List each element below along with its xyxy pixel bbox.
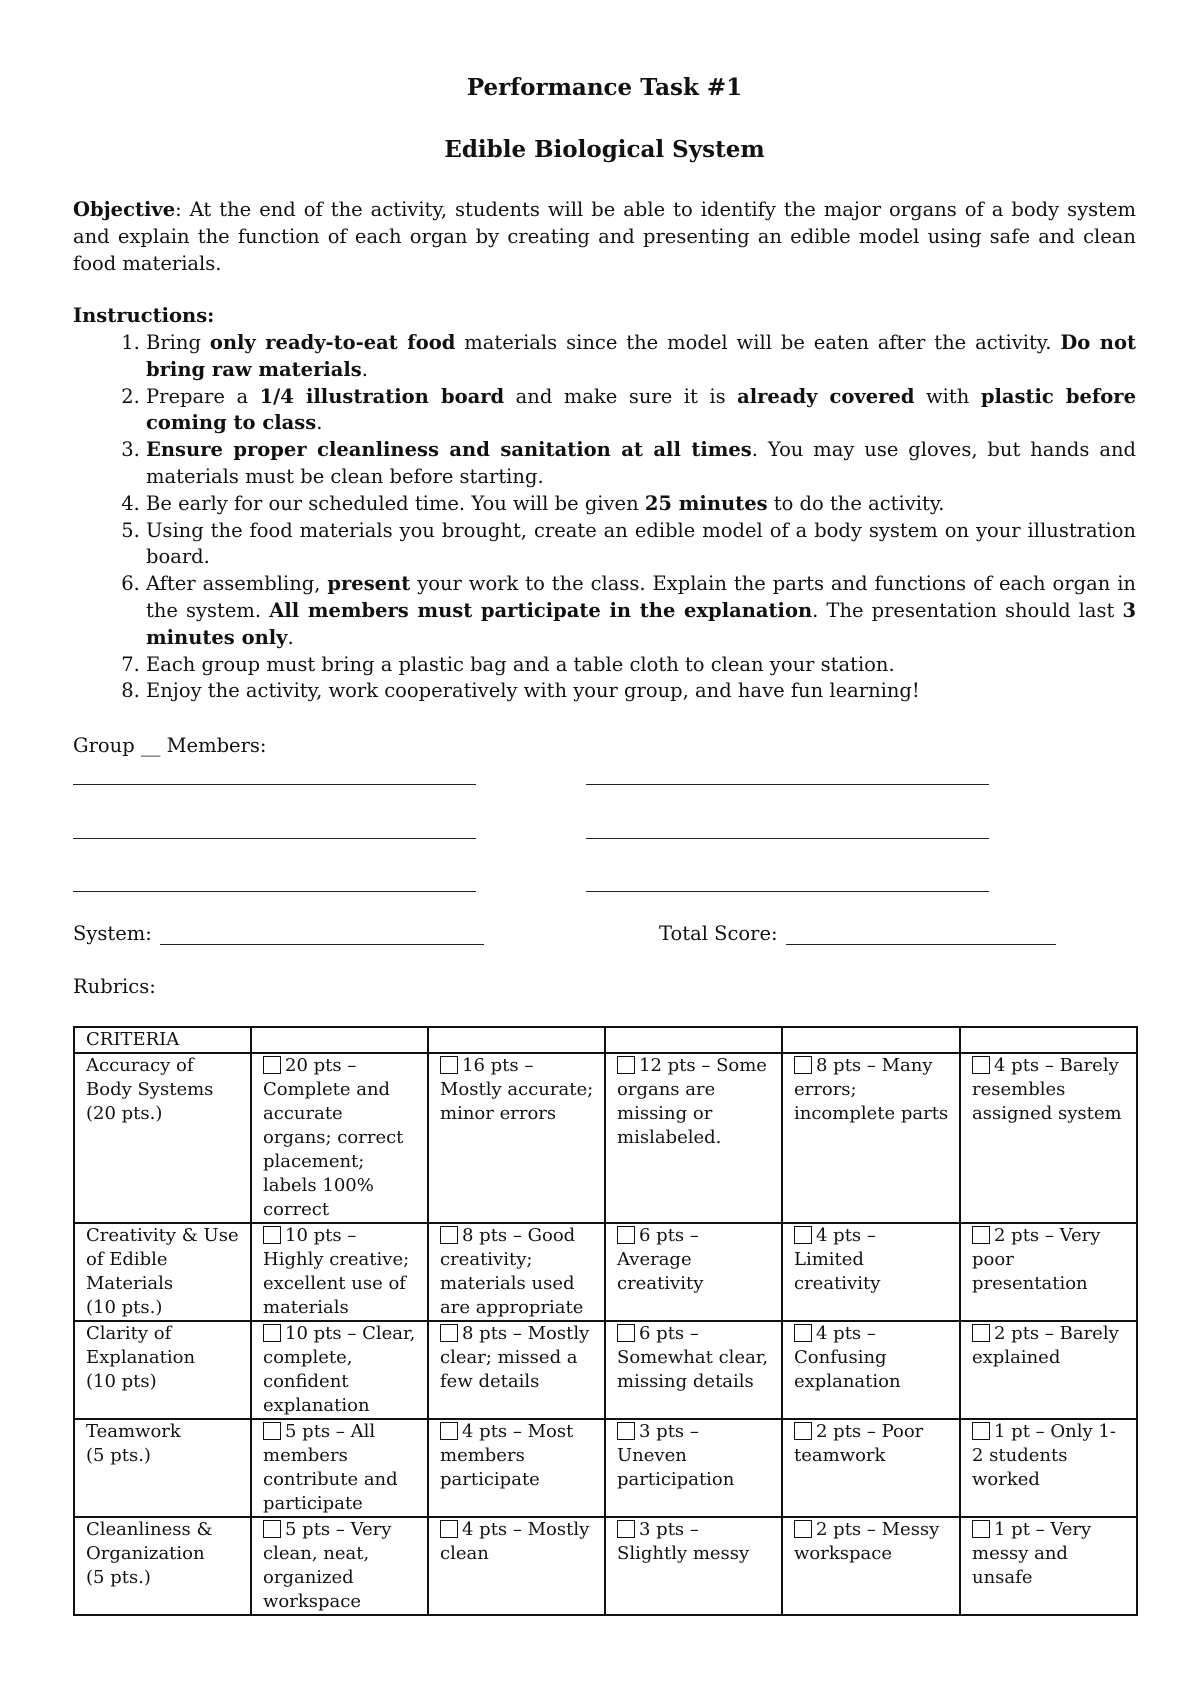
- score-checkbox[interactable]: [263, 1056, 281, 1074]
- score-checkbox[interactable]: [972, 1226, 990, 1244]
- score-level-text: 4 pts – Most members participate: [440, 1421, 574, 1490]
- instruction-text: with: [914, 384, 981, 408]
- instruction-text: .: [287, 625, 294, 649]
- objective-label: Objective: [73, 198, 176, 221]
- score-checkbox[interactable]: [617, 1226, 635, 1244]
- score-checkbox[interactable]: [794, 1422, 812, 1440]
- score-level-cell: [251, 1321, 428, 1419]
- score-level-text: 4 pts – Limited creativity: [794, 1225, 881, 1294]
- score-level-cell: [782, 1321, 960, 1419]
- score-level-cell: [782, 1419, 960, 1517]
- instruction-text: Bring: [146, 331, 210, 354]
- score-checkbox[interactable]: [263, 1422, 281, 1440]
- score-checkbox[interactable]: [617, 1324, 635, 1342]
- score-checkbox[interactable]: [972, 1422, 990, 1440]
- score-checkbox[interactable]: [440, 1226, 458, 1244]
- rubric-header-cell: [428, 1027, 605, 1053]
- score-level-text: 4 pts – Confusing explanation: [794, 1323, 901, 1392]
- score-level-cell: [960, 1517, 1137, 1615]
- score-level-text: 10 pts – Clear, complete, confident explanation: [263, 1323, 416, 1416]
- score-level-cell: [960, 1419, 1137, 1517]
- score-level-cell: [605, 1053, 782, 1223]
- instruction-bold-text: plastic before coming to class: [146, 384, 1136, 435]
- instruction-bold-text: All members must participate in the explanation: [269, 598, 813, 622]
- instruction-item: [146, 491, 1136, 518]
- rubric-row: [74, 1223, 1137, 1321]
- score-level-cell: [428, 1223, 605, 1321]
- criterion-line: (5 pts.): [86, 1445, 151, 1466]
- criterion-line: Materials: [86, 1273, 174, 1294]
- score-level-cell: [605, 1517, 782, 1615]
- score-level-text: 4 pts – Barely resembles assigned system: [972, 1055, 1122, 1124]
- score-checkbox[interactable]: [617, 1520, 635, 1538]
- criterion-line: Cleanliness &: [86, 1519, 213, 1540]
- score-level-text: 16 pts – Mostly accurate; minor errors: [440, 1055, 594, 1124]
- instruction-text: to do the activity.: [767, 491, 945, 515]
- rubric-header-cell: CRITERIA: [74, 1027, 251, 1053]
- score-level-text: 20 pts – Complete and accurate organs; correct placement; labels 100% correct: [263, 1055, 404, 1220]
- score-checkbox[interactable]: [440, 1324, 458, 1342]
- score-level-cell: [960, 1223, 1137, 1321]
- score-level-text: 5 pts – All members contribute and participate: [263, 1421, 398, 1514]
- rubric-header-cell: [782, 1027, 960, 1053]
- score-level-cell: [605, 1321, 782, 1419]
- score-level-text: 4 pts – Mostly clean: [440, 1519, 590, 1564]
- criterion-line: (10 pts.): [86, 1297, 163, 1318]
- instruction-text: Be early for our scheduled time. You will be given: [146, 491, 645, 515]
- page-subtitle: Edible Biological System: [444, 136, 765, 163]
- objective-text: : At the end of the activity, students will be able to identify the major organs of a body system and explain the function of each organ by creating and presenting an edible model using safe and clean food materials.: [73, 198, 1136, 275]
- total-score-field: [659, 922, 1056, 945]
- criterion-line: (10 pts): [86, 1371, 157, 1392]
- page-title: Performance Task #1: [466, 74, 743, 101]
- instruction-bold-text: 1/4 illustration board: [259, 384, 505, 408]
- score-checkbox[interactable]: [263, 1226, 281, 1244]
- rubric-header-row: [74, 1027, 1137, 1053]
- criterion-cell: [74, 1419, 251, 1517]
- instruction-bold-text: 3 minutes only: [146, 598, 1137, 649]
- instructions-list: [73, 330, 1136, 705]
- instruction-text: materials since the model will be eaten after the activity.: [455, 331, 1061, 354]
- rubric-header-cell: [605, 1027, 782, 1053]
- criterion-cell: [74, 1321, 251, 1419]
- rubric-row: [74, 1053, 1137, 1223]
- score-checkbox[interactable]: [617, 1056, 635, 1074]
- score-level-cell: [428, 1517, 605, 1615]
- criterion-cell: [74, 1053, 251, 1223]
- score-level-cell: [428, 1419, 605, 1517]
- instruction-item: [146, 678, 1136, 705]
- score-level-text: 2 pts – Barely explained: [972, 1323, 1119, 1368]
- score-level-text: 3 pts – Slightly messy: [617, 1519, 750, 1564]
- score-level-cell: [251, 1053, 428, 1223]
- instruction-bold-text: Ensure proper cleanliness and sanitation at all times: [146, 438, 752, 462]
- criterion-line: (20 pts.): [86, 1103, 163, 1124]
- score-checkbox[interactable]: [440, 1056, 458, 1074]
- criterion-line: of Edible: [86, 1249, 168, 1270]
- score-level-text: 1 pt – Only 1-2 students worked: [972, 1421, 1116, 1490]
- rubric-row: [74, 1517, 1137, 1615]
- score-level-text: 2 pts – Poor teamwork: [794, 1421, 924, 1466]
- score-level-cell: [960, 1321, 1137, 1419]
- instruction-item: [146, 384, 1136, 438]
- objective-paragraph: [73, 196, 1136, 277]
- criterion-line: Creativity & Use: [86, 1225, 239, 1246]
- instruction-item: [146, 330, 1136, 384]
- instruction-item: [146, 437, 1136, 491]
- instruction-text: .: [361, 357, 368, 381]
- score-level-text: 2 pts – Messy workspace: [794, 1519, 940, 1564]
- score-checkbox[interactable]: [972, 1056, 990, 1074]
- score-level-cell: [782, 1517, 960, 1615]
- score-checkbox[interactable]: [794, 1056, 812, 1074]
- rubric-header-cell: [960, 1027, 1137, 1053]
- instruction-text: .: [316, 411, 323, 435]
- score-checkbox[interactable]: [440, 1422, 458, 1440]
- member-line-4[interactable]: [586, 838, 989, 839]
- score-level-cell: [605, 1223, 782, 1321]
- score-checkbox[interactable]: [972, 1324, 990, 1342]
- score-level-text: 10 pts – Highly creative; excellent use of materials: [263, 1225, 410, 1318]
- score-level-text: 5 pts – Very clean, neat, organized workspace: [263, 1519, 392, 1612]
- score-checkbox[interactable]: [794, 1226, 812, 1244]
- instruction-bold-text: already covered: [737, 384, 915, 408]
- rubric-row: [74, 1321, 1137, 1419]
- score-level-text: 3 pts – Uneven participation: [617, 1421, 735, 1490]
- criterion-line: Clarity of: [86, 1323, 172, 1344]
- rubrics-label: Rubrics:: [73, 975, 156, 998]
- score-level-cell: [782, 1223, 960, 1321]
- instruction-text: and make sure it is: [504, 384, 738, 408]
- criterion-line: Explanation: [86, 1347, 196, 1368]
- instruction-text: Using the food materials you brought, create an edible model of a body system on your illustration board.: [146, 518, 1136, 569]
- rubric-row: [74, 1419, 1137, 1517]
- score-level-text: 2 pts – Very poor presentation: [972, 1225, 1101, 1294]
- member-line-5[interactable]: [73, 891, 476, 892]
- criterion-line: Accuracy of: [86, 1055, 194, 1076]
- instruction-item: [146, 518, 1136, 572]
- score-level-cell: [251, 1517, 428, 1615]
- score-checkbox[interactable]: [263, 1520, 281, 1538]
- score-level-text: 8 pts – Many errors; incomplete parts: [794, 1055, 949, 1124]
- score-level-cell: [782, 1053, 960, 1223]
- instruction-text: Prepare a: [146, 384, 260, 408]
- score-level-text: 8 pts – Good creativity; materials used are appropriate: [440, 1225, 584, 1318]
- instruction-text: . The presentation should last: [812, 598, 1123, 622]
- instruction-bold-text: 25 minutes: [644, 491, 768, 515]
- group-members-label: Group __ Members:: [73, 734, 267, 757]
- instruction-text: Enjoy the activity, work cooperatively with your group, and have fun learning!: [146, 679, 920, 703]
- instructions-heading: Instructions:: [73, 304, 215, 327]
- score-checkbox[interactable]: [617, 1422, 635, 1440]
- score-level-text: 12 pts – Some organs are missing or mislabeled.: [617, 1055, 767, 1148]
- instruction-text: your work to the class. Explain the parts and functions of each organ in the system.: [146, 572, 1136, 622]
- member-line-3[interactable]: [73, 838, 476, 839]
- score-level-text: 1 pt – Very messy and unsafe: [972, 1519, 1092, 1588]
- score-level-text: 6 pts – Somewhat clear, missing details: [617, 1323, 769, 1392]
- instruction-text: After assembling,: [146, 572, 328, 596]
- score-level-text: 8 pts – Mostly clear; missed a few details: [440, 1323, 590, 1392]
- member-line-2[interactable]: [586, 784, 989, 785]
- criterion-line: Body Systems: [86, 1079, 214, 1100]
- score-level-cell: [428, 1321, 605, 1419]
- system-label: System:: [73, 922, 152, 945]
- instruction-item: [146, 571, 1136, 651]
- instruction-text: Each group must bring a plastic bag and a table cloth to clean your station.: [146, 652, 895, 676]
- criterion-line: Organization: [86, 1543, 205, 1564]
- rubric-table: [73, 1026, 1138, 1616]
- score-level-cell: [605, 1419, 782, 1517]
- rubric-header-cell: [251, 1027, 428, 1053]
- system-field: [73, 922, 484, 945]
- instruction-bold-text: Do not bring raw materials: [146, 331, 1136, 381]
- criterion-line: (5 pts.): [86, 1567, 151, 1588]
- criterion-line: Teamwork: [86, 1421, 181, 1442]
- instruction-item: [146, 652, 1136, 679]
- score-level-cell: [960, 1053, 1137, 1223]
- instruction-bold-text: present: [327, 572, 411, 596]
- total-score-label: Total Score:: [659, 922, 778, 945]
- score-level-text: 6 pts – Average creativity: [617, 1225, 704, 1294]
- instruction-bold-text: only ready-to-eat food: [209, 331, 456, 354]
- score-level-cell: [251, 1223, 428, 1321]
- score-checkbox[interactable]: [794, 1324, 812, 1342]
- score-checkbox[interactable]: [263, 1324, 281, 1342]
- member-line-1[interactable]: [73, 784, 476, 785]
- system-input-line[interactable]: [160, 924, 484, 945]
- score-checkbox[interactable]: [794, 1520, 812, 1538]
- score-checkbox[interactable]: [972, 1520, 990, 1538]
- total-score-input-line[interactable]: [786, 924, 1056, 945]
- criterion-cell: [74, 1517, 251, 1615]
- instruction-text: . You may use gloves, but hands and materials must be clean before starting.: [146, 438, 1136, 488]
- member-line-6[interactable]: [586, 891, 989, 892]
- score-level-cell: [428, 1053, 605, 1223]
- criterion-cell: [74, 1223, 251, 1321]
- score-checkbox[interactable]: [440, 1520, 458, 1538]
- score-level-cell: [251, 1419, 428, 1517]
